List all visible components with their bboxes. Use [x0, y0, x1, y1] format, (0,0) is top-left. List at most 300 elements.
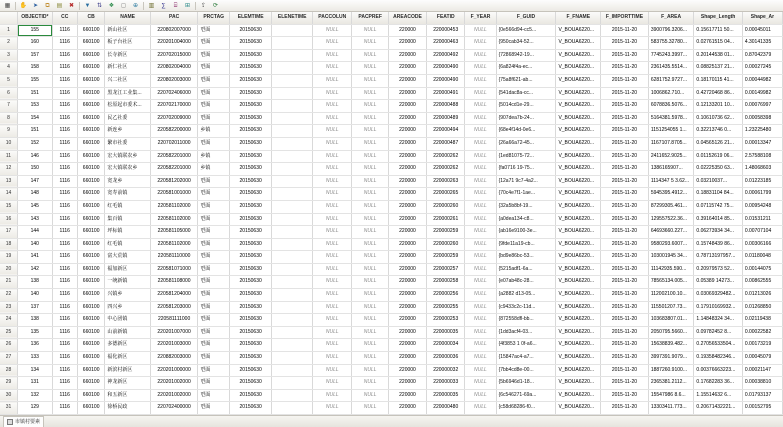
cell-shape_length[interactable]: 0.78713197957... — [694, 251, 742, 264]
cell-elenetime[interactable] — [272, 352, 313, 365]
cell-f_area[interactable]: 2365381.2112... — [648, 377, 694, 390]
cell-featid[interactable]: 220000033 — [427, 377, 465, 390]
cell-elemtime[interactable]: 20150630 — [230, 226, 272, 239]
row-header[interactable]: 18 — [0, 238, 18, 251]
row-header[interactable]: 22 — [0, 289, 18, 302]
cell-f_fname[interactable]: V_BOUA6220... — [556, 150, 601, 163]
cell-featid[interactable]: 220000490 — [427, 62, 465, 75]
cell-paccolun[interactable]: NULL — [313, 200, 352, 213]
cell-paccolun[interactable]: NULL — [313, 276, 352, 289]
table-row[interactable] — [0, 364, 783, 377]
cell-featid[interactable]: 220000463 — [427, 37, 465, 50]
cell-f_year[interactable]: NULL — [465, 352, 496, 365]
cell-f_fname[interactable]: V_BOUA6220... — [556, 175, 601, 188]
cell-prctag[interactable]: 면面 — [198, 37, 230, 50]
cell-objectid[interactable]: 158 — [18, 62, 53, 75]
cell-f_guid[interactable]: {a0dea134-c8... — [496, 213, 556, 226]
calculate-field-icon[interactable]: ∑ — [161, 2, 166, 9]
cell-objectid[interactable]: 145 — [18, 200, 53, 213]
column-header-f_importtime[interactable]: F_IMPORTTIME — [601, 12, 649, 24]
cell-featid[interactable]: 220000259 — [427, 251, 465, 264]
cell-name[interactable]: 民乙社委 — [105, 112, 150, 125]
cell-f_importtime[interactable]: 2015-11-20 — [601, 74, 649, 87]
cell-pac[interactable]: 220581111000 — [150, 314, 198, 327]
cell-f_guid[interactable]: {6a824f4a-ec... — [496, 62, 556, 75]
cell-paccolun[interactable]: NULL — [313, 352, 352, 365]
cell-objectid[interactable]: 152 — [18, 137, 53, 150]
cell-f_year[interactable]: NULL — [465, 289, 496, 302]
cell-featid[interactable]: 220000492 — [427, 49, 465, 62]
cell-shape_length[interactable]: 0.17682283 36... — [694, 377, 742, 390]
cell-paccolun[interactable]: NULL — [313, 226, 352, 239]
cell-f_importtime[interactable]: 2015-11-20 — [601, 175, 649, 188]
cell-cc[interactable]: 1116 — [52, 24, 77, 37]
cell-featid[interactable]: 220000488 — [427, 100, 465, 113]
row-header[interactable]: 19 — [0, 251, 18, 264]
cell-paccolun[interactable]: NULL — [313, 163, 352, 176]
cell-shape_area[interactable]: 0.00022582 — [742, 326, 782, 339]
cell-elemtime[interactable]: 20150630 — [230, 289, 272, 302]
cell-name[interactable]: 富大荒镇 — [105, 251, 150, 264]
cell-cb[interactable]: 660100 — [77, 175, 105, 188]
table-row[interactable] — [0, 87, 783, 100]
cell-featid[interactable]: 220000257 — [427, 263, 465, 276]
cell-f_fname[interactable]: V_BOUA6220... — [556, 137, 601, 150]
cell-prctag[interactable]: 면面 — [198, 100, 230, 113]
cell-elemtime[interactable]: 20150630 — [230, 37, 272, 50]
cell-areacode[interactable]: 220000 — [388, 289, 426, 302]
cell-shape_area[interactable]: 0.00027245 — [742, 62, 782, 75]
row-header[interactable]: 1 — [0, 24, 18, 37]
cell-paccolun[interactable]: NULL — [313, 301, 352, 314]
cell-f_importtime[interactable]: 2015-11-20 — [601, 301, 649, 314]
cell-prctag[interactable]: 면面 — [198, 377, 230, 390]
row-header[interactable]: 29 — [0, 377, 18, 390]
cell-shape_area[interactable]: 0.00045011 — [742, 24, 782, 37]
cell-f_importtime[interactable]: 2015-11-20 — [601, 150, 649, 163]
cell-cb[interactable]: 660100 — [77, 339, 105, 352]
cell-featid[interactable]: 220000036 — [427, 352, 465, 365]
cell-elenetime[interactable] — [272, 276, 313, 289]
cell-f_area[interactable]: 87299305.461... — [648, 200, 694, 213]
cell-shape_area[interactable]: 0.00013347 — [742, 137, 782, 150]
cell-cc[interactable]: 1116 — [52, 238, 77, 251]
cell-name[interactable]: 兴镇乡 — [105, 289, 150, 302]
statistics-icon[interactable]: ⌸ — [173, 2, 178, 9]
cell-areacode[interactable]: 220000 — [388, 112, 426, 125]
cell-paccolun[interactable]: NULL — [313, 326, 352, 339]
cell-elemtime[interactable]: 20150630 — [230, 339, 272, 352]
cell-objectid[interactable]: 160 — [18, 37, 53, 50]
cell-f_year[interactable]: NULL — [465, 301, 496, 314]
cell-pac[interactable]: 220581202000 — [150, 175, 198, 188]
table-row[interactable] — [0, 188, 783, 201]
cell-prctag[interactable]: 면面 — [198, 112, 230, 125]
cell-objectid[interactable]: 153 — [18, 100, 53, 113]
cell-f_fname[interactable]: V_BOUA6220... — [556, 251, 601, 264]
table-row[interactable] — [0, 37, 783, 50]
cell-f_fname[interactable]: V_BOUA6220... — [556, 74, 601, 87]
cell-featid[interactable]: 220000494 — [427, 125, 465, 138]
cell-name[interactable]: 宽龙乡 — [105, 175, 150, 188]
cell-objectid[interactable]: 129 — [18, 402, 53, 415]
cell-cc[interactable]: 1116 — [52, 339, 77, 352]
cell-objectid[interactable]: 151 — [18, 125, 53, 138]
cell-elenetime[interactable] — [272, 200, 313, 213]
cell-cb[interactable]: 660100 — [77, 112, 105, 125]
cell-f_year[interactable]: NULL — [465, 226, 496, 239]
cell-f_fname[interactable]: V_BOUA6220... — [556, 87, 601, 100]
cell-pac[interactable]: 220581102000 — [150, 200, 198, 213]
cell-prctag[interactable]: 면面 — [198, 251, 230, 264]
cell-f_fname[interactable]: V_BOUA6220... — [556, 163, 601, 176]
table-row[interactable] — [0, 163, 783, 176]
cell-f_year[interactable]: NULL — [465, 100, 496, 113]
row-header[interactable]: 30 — [0, 389, 18, 402]
cell-featid[interactable]: 220000035 — [427, 326, 465, 339]
cell-cb[interactable]: 660100 — [77, 74, 105, 87]
cell-elenetime[interactable] — [272, 163, 313, 176]
cell-name[interactable]: 繁市社委 — [105, 137, 150, 150]
cell-elemtime[interactable]: 20150630 — [230, 112, 272, 125]
cell-name[interactable]: 兴二社区 — [105, 74, 150, 87]
cell-cb[interactable]: 660100 — [77, 137, 105, 150]
cell-prctag[interactable]: 면面 — [198, 389, 230, 402]
cell-f_area[interactable]: 2050795.5660... — [648, 326, 694, 339]
column-header-f_area[interactable]: F_AREA — [648, 12, 694, 24]
cell-shape_length[interactable]: 0.05389 14273... — [694, 276, 742, 289]
column-header-shape_area[interactable]: Shape_Ar — [742, 12, 782, 24]
cell-areacode[interactable]: 220000 — [388, 226, 426, 239]
cell-shape_area[interactable]: 0.00038810 — [742, 377, 782, 390]
cell-objectid[interactable]: 144 — [18, 226, 53, 239]
cell-prctag[interactable]: 면面 — [198, 24, 230, 37]
cell-pac[interactable]: 220702170000 — [150, 100, 198, 113]
cell-cc[interactable]: 1116 — [52, 175, 77, 188]
cell-shape_area[interactable]: 0.01223185 — [742, 175, 782, 188]
cell-f_area[interactable]: 2361435.5514... — [648, 62, 694, 75]
cell-f_year[interactable]: NULL — [465, 125, 496, 138]
row-header[interactable]: 25 — [0, 326, 18, 339]
cell-shape_length[interactable]: 1.14848324 34... — [694, 314, 742, 327]
cell-prctag[interactable]: 면面 — [198, 226, 230, 239]
cell-f_area[interactable]: 115501207.73... — [648, 301, 694, 314]
cell-objectid[interactable]: 155 — [18, 24, 53, 37]
cell-pacpref[interactable]: NULL — [352, 289, 388, 302]
cell-pac[interactable]: 220201007000 — [150, 326, 198, 339]
cell-elenetime[interactable] — [272, 37, 313, 50]
cell-cb[interactable]: 660100 — [77, 377, 105, 390]
cell-shape_area[interactable]: 4.30141335 — [742, 37, 782, 50]
table-row[interactable] — [0, 112, 783, 125]
cell-f_importtime[interactable]: 2015-11-20 — [601, 49, 649, 62]
cell-shape_area[interactable]: 0.01180048 — [742, 251, 782, 264]
cell-pacpref[interactable]: NULL — [352, 49, 388, 62]
cell-cc[interactable]: 1116 — [52, 200, 77, 213]
cell-elenetime[interactable] — [272, 251, 313, 264]
zoom-to-selection-icon[interactable]: ⊕ — [132, 2, 139, 9]
cell-name[interactable]: 宏大镇联农乡 — [105, 163, 150, 176]
cell-f_importtime[interactable]: 2015-11-20 — [601, 364, 649, 377]
cell-f_area[interactable]: 11142935.590... — [648, 263, 694, 276]
cell-pac[interactable]: 220582201000 — [150, 163, 198, 176]
cell-paccolun[interactable]: NULL — [313, 289, 352, 302]
cell-f_importtime[interactable]: 2015-11-20 — [601, 226, 649, 239]
cell-f_importtime[interactable]: 2015-11-20 — [601, 238, 649, 251]
table-row[interactable] — [0, 125, 783, 138]
cell-prctag[interactable]: 면面 — [198, 74, 230, 87]
cell-elenetime[interactable] — [272, 175, 313, 188]
cell-elenetime[interactable] — [272, 389, 313, 402]
cell-f_area[interactable]: 1006862.710... — [648, 87, 694, 100]
cell-featid[interactable]: 220000262 — [427, 163, 465, 176]
cell-pacpref[interactable]: NULL — [352, 352, 388, 365]
cell-elenetime[interactable] — [272, 49, 313, 62]
cell-pacpref[interactable]: NULL — [352, 150, 388, 163]
cell-shape_length[interactable]: 0.18170115 41... — [694, 74, 742, 87]
cell-name[interactable]: 中心团镇 — [105, 314, 150, 327]
cell-areacode[interactable]: 220000 — [388, 137, 426, 150]
cell-f_guid[interactable]: {541dac8a-cc... — [496, 87, 556, 100]
cell-cc[interactable]: 1116 — [52, 402, 77, 415]
cell-f_fname[interactable]: V_BOUA6220... — [556, 188, 601, 201]
cell-f_year[interactable]: NULL — [465, 263, 496, 276]
row-header[interactable]: 15 — [0, 200, 18, 213]
cell-prctag[interactable]: 면面 — [198, 364, 230, 377]
cell-cc[interactable]: 1116 — [52, 263, 77, 276]
cell-objectid[interactable]: 133 — [18, 352, 53, 365]
cell-cc[interactable]: 1116 — [52, 213, 77, 226]
cell-pacpref[interactable]: NULL — [352, 175, 388, 188]
cell-areacode[interactable]: 220000 — [388, 100, 426, 113]
cell-name[interactable]: 新连乡 — [105, 125, 150, 138]
cell-f_fname[interactable]: V_BOUA6220... — [556, 364, 601, 377]
cell-shape_length[interactable]: 0.09782452 8... — [694, 326, 742, 339]
cell-shape_length[interactable]: 0.00376663223... — [694, 364, 742, 377]
cell-pac[interactable]: 220581105000 — [150, 226, 198, 239]
cell-f_importtime[interactable]: 2015-11-20 — [601, 402, 649, 415]
cell-shape_area[interactable]: 0.00058398 — [742, 112, 782, 125]
cell-cb[interactable]: 660100 — [77, 226, 105, 239]
cell-shape_length[interactable]: 0.18831104 84... — [694, 188, 742, 201]
cell-areacode[interactable]: 220000 — [388, 37, 426, 50]
cell-f_year[interactable]: NULL — [465, 175, 496, 188]
cell-pac[interactable]: 220702400000 — [150, 402, 198, 415]
row-header[interactable]: 14 — [0, 188, 18, 201]
cell-name[interactable]: 徐桥民政 — [105, 402, 150, 415]
select-by-attribute-icon[interactable]: ❖ — [108, 2, 115, 9]
cell-areacode[interactable]: 220000 — [388, 74, 426, 87]
cell-objectid[interactable]: 147 — [18, 175, 53, 188]
cell-elemtime[interactable]: 20150630 — [230, 352, 272, 365]
cell-pacpref[interactable]: NULL — [352, 402, 388, 415]
cell-pac[interactable]: 220702015000 — [150, 49, 198, 62]
cell-objectid[interactable]: 157 — [18, 49, 53, 62]
cell-pac[interactable]: 220802003000 — [150, 74, 198, 87]
attribute-table-grid[interactable] — [0, 12, 783, 415]
cell-elemtime[interactable]: 20150630 — [230, 301, 272, 314]
cell-pacpref[interactable]: NULL — [352, 200, 388, 213]
cell-cb[interactable]: 660100 — [77, 200, 105, 213]
column-header-elemtime[interactable]: ELEMTIME — [230, 12, 272, 24]
cell-elenetime[interactable] — [272, 125, 313, 138]
cell-cb[interactable]: 660100 — [77, 314, 105, 327]
row-header[interactable]: 21 — [0, 276, 18, 289]
cell-shape_area[interactable]: 0.00061799 — [742, 188, 782, 201]
cell-shape_length[interactable]: 0.06273934 34... — [694, 226, 742, 239]
cell-f_guid[interactable]: {bd9e86bc-53... — [496, 251, 556, 264]
table-row[interactable] — [0, 326, 783, 339]
cell-objectid[interactable]: 135 — [18, 326, 53, 339]
cell-f_importtime[interactable]: 2015-11-20 — [601, 87, 649, 100]
cell-featid[interactable]: 220000256 — [427, 289, 465, 302]
cell-f_importtime[interactable]: 2015-11-20 — [601, 100, 649, 113]
cell-areacode[interactable]: 220000 — [388, 188, 426, 201]
table-row[interactable] — [0, 62, 783, 75]
cell-shape_area[interactable]: 0.00045079 — [742, 352, 782, 365]
cell-f_fname[interactable]: V_BOUA6220... — [556, 289, 601, 302]
cell-shape_length[interactable]: 0.39164014 85... — [694, 213, 742, 226]
cell-prctag[interactable]: 면面 — [198, 87, 230, 100]
column-header-cb[interactable]: CB — [77, 12, 105, 24]
row-header[interactable]: 2 — [0, 37, 18, 50]
cell-prctag[interactable]: 면面 — [198, 49, 230, 62]
cell-paccolun[interactable]: NULL — [313, 339, 352, 352]
cell-cb[interactable]: 660100 — [77, 213, 105, 226]
cell-shape_area[interactable]: 0.01213026 — [742, 289, 782, 302]
cell-f_guid[interactable]: {15847ac4-a7... — [496, 352, 556, 365]
cell-f_fname[interactable]: V_BOUA6220... — [556, 62, 601, 75]
cell-shape_length[interactable]: 0.17910169932... — [694, 301, 742, 314]
cell-paccolun[interactable]: NULL — [313, 251, 352, 264]
cell-elemtime[interactable]: 20150630 — [230, 389, 272, 402]
cell-shape_area[interactable]: 1.23225480 — [742, 125, 782, 138]
cell-prctag[interactable]: 乡镇 — [198, 163, 230, 176]
table-row[interactable] — [0, 226, 783, 239]
cell-cb[interactable]: 660100 — [77, 389, 105, 402]
cell-f_guid[interactable]: {6c546271-69a... — [496, 389, 556, 402]
cell-elenetime[interactable] — [272, 402, 313, 415]
column-header-name[interactable]: NAME — [105, 12, 150, 24]
cell-f_importtime[interactable]: 2015-11-20 — [601, 326, 649, 339]
cell-featid[interactable]: 220000260 — [427, 200, 465, 213]
export-icon[interactable]: ⇪ — [200, 2, 207, 9]
cell-elenetime[interactable] — [272, 314, 313, 327]
cell-elemtime[interactable]: 20150630 — [230, 125, 272, 138]
cell-cc[interactable]: 1116 — [52, 364, 77, 377]
cell-elemtime[interactable]: 20150630 — [230, 100, 272, 113]
table-options-icon[interactable]: ▦ — [4, 2, 11, 9]
cell-prctag[interactable]: 乡镇 — [198, 150, 230, 163]
cell-paccolun[interactable]: NULL — [313, 314, 352, 327]
cell-pac[interactable]: 220581102000 — [150, 213, 198, 226]
cell-f_year[interactable]: NULL — [465, 251, 496, 264]
cell-areacode[interactable]: 220000 — [388, 251, 426, 264]
cell-prctag[interactable]: 면面 — [198, 238, 230, 251]
refresh-icon[interactable]: ⟳ — [212, 2, 219, 9]
cell-f_fname[interactable]: V_BOUA6220... — [556, 352, 601, 365]
cell-pacpref[interactable]: NULL — [352, 24, 388, 37]
cell-pac[interactable]: 220201003000 — [150, 339, 198, 352]
cell-cc[interactable]: 1116 — [52, 62, 77, 75]
column-header-elenetime[interactable]: ELENETIME — [272, 12, 313, 24]
cell-f_area[interactable]: 3900796.3206... — [648, 24, 694, 37]
cell-cb[interactable]: 660100 — [77, 364, 105, 377]
cell-f_year[interactable]: NULL — [465, 213, 496, 226]
cell-f_guid[interactable]: {fa0716 19-75... — [496, 163, 556, 176]
cell-shape_length[interactable]: 0.01152619 06... — [694, 150, 742, 163]
cell-f_guid[interactable]: {1dd3acf4-03... — [496, 326, 556, 339]
cell-shape_area[interactable]: 0.00076997 — [742, 100, 782, 113]
filter-icon[interactable]: ▼ — [84, 2, 91, 9]
cell-shape_length[interactable]: 0.07115742 75... — [694, 200, 742, 213]
column-header-objectid[interactable]: OBJECTID* — [18, 12, 53, 24]
cell-f_fname[interactable]: V_BOUA6220... — [556, 200, 601, 213]
row-header[interactable]: 13 — [0, 175, 18, 188]
cell-featid[interactable]: 220000265 — [427, 188, 465, 201]
cell-f_guid[interactable]: {5215adf1-6a... — [496, 263, 556, 276]
cell-elenetime[interactable] — [272, 289, 313, 302]
cell-f_area[interactable]: 1114347 5 3.62... — [648, 175, 694, 188]
table-row[interactable] — [0, 289, 783, 302]
cell-objectid[interactable]: 146 — [18, 150, 53, 163]
cell-elemtime[interactable]: 20150630 — [230, 188, 272, 201]
cell-paccolun[interactable]: NULL — [313, 402, 352, 415]
cell-paccolun[interactable]: NULL — [313, 389, 352, 402]
cell-featid[interactable]: 220000253 — [427, 314, 465, 327]
cell-featid[interactable]: 220000487 — [427, 137, 465, 150]
cell-areacode[interactable]: 220000 — [388, 24, 426, 37]
cell-featid[interactable]: 220000259 — [427, 226, 465, 239]
cell-cb[interactable]: 660100 — [77, 49, 105, 62]
cell-prctag[interactable]: 면面 — [198, 175, 230, 188]
cell-pacpref[interactable]: NULL — [352, 238, 388, 251]
cell-cb[interactable]: 660100 — [77, 188, 105, 201]
table-tab[interactable] — [3, 416, 44, 427]
cell-prctag[interactable]: 면面 — [198, 62, 230, 75]
table-row[interactable] — [0, 49, 783, 62]
table-row[interactable] — [0, 339, 783, 352]
cell-f_area[interactable]: 15547986 8.6... — [648, 389, 694, 402]
cell-f_importtime[interactable]: 2015-11-20 — [601, 163, 649, 176]
cell-cc[interactable]: 1116 — [52, 112, 77, 125]
cell-areacode[interactable]: 220000 — [388, 314, 426, 327]
column-header-pacpref[interactable]: PACPREF — [352, 12, 388, 24]
cell-prctag[interactable]: 면面 — [198, 314, 230, 327]
cell-shape_area[interactable]: 0.00144075 — [742, 263, 782, 276]
cell-f_area[interactable]: 7745243.3997... — [648, 49, 694, 62]
cell-shape_length[interactable]: 0.20671432221... — [694, 402, 742, 415]
cell-featid[interactable]: 220000491 — [427, 87, 465, 100]
cell-f_importtime[interactable]: 2015-11-20 — [601, 188, 649, 201]
cell-name[interactable]: 黑龙江工业集... — [105, 87, 150, 100]
cell-name[interactable]: 集百镇 — [105, 213, 150, 226]
cell-name[interactable]: 新滨村新区 — [105, 364, 150, 377]
cell-f_importtime[interactable]: 2015-11-20 — [601, 389, 649, 402]
row-header[interactable]: 5 — [0, 74, 18, 87]
cell-f_area[interactable]: 583755.32780... — [648, 37, 694, 50]
cell-pacpref[interactable]: NULL — [352, 100, 388, 113]
cell-areacode[interactable]: 220000 — [388, 150, 426, 163]
cell-f_importtime[interactable]: 2015-11-20 — [601, 24, 649, 37]
cell-f_importtime[interactable]: 2015-11-20 — [601, 377, 649, 390]
cell-paccolun[interactable]: NULL — [313, 112, 352, 125]
cell-f_importtime[interactable]: 2015-11-20 — [601, 289, 649, 302]
cell-elenetime[interactable] — [272, 238, 313, 251]
cell-f_fname[interactable]: V_BOUA6220... — [556, 314, 601, 327]
cell-pac[interactable]: 220581108000 — [150, 276, 198, 289]
cell-shape_length[interactable]: 0.32213746 0... — [694, 125, 742, 138]
